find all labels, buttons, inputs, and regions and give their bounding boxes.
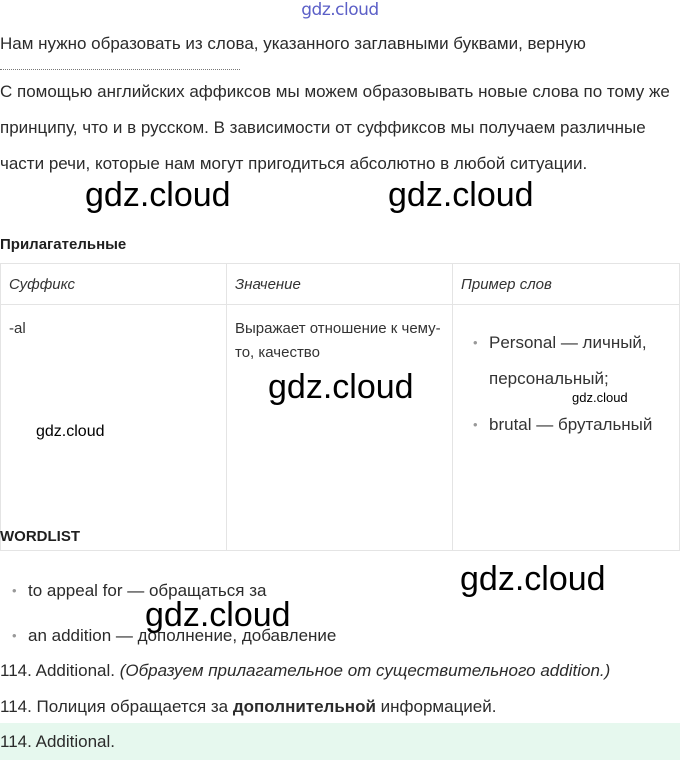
list-item: • to appeal for — обращаться за xyxy=(0,568,680,613)
watermark-top: gdz.cloud xyxy=(301,0,379,20)
watermark-text: gdz.cloud xyxy=(85,176,231,214)
column-header-meaning: Значение xyxy=(227,264,453,305)
cell-meaning: Выражает отношение к чему-то, качество xyxy=(227,305,453,551)
list-item: • an addition — дополнение, добавление xyxy=(0,613,680,658)
intro-paragraph: С помощью английских аффиксов мы можем образовывать новые слова по тому же принципу, что и в русском. В зависимости от суффиксов мы получаем различные части речи, которые нам могут пригодиться абсолютно в любой ситуации. xyxy=(0,82,670,173)
final-answer: 114. Additional. xyxy=(0,723,680,760)
answer-sentence-end: информацией. xyxy=(375,697,497,716)
wordlist-heading: WORDLIST xyxy=(0,528,80,545)
watermark-text: gdz.cloud xyxy=(388,176,534,214)
column-header-examples: Пример слов xyxy=(453,264,680,305)
answer-line-1 xyxy=(0,661,610,681)
answer-highlight: дополнительной xyxy=(232,697,376,716)
watermark-text: gdz.cloud xyxy=(36,423,105,440)
examples-list xyxy=(461,325,671,443)
answer-main: 114. Additional. xyxy=(0,661,115,680)
cell-suffix: -al xyxy=(1,305,227,551)
answer-sentence-start: 114. Полиция обращается за xyxy=(0,697,233,716)
watermark-text: gdz.cloud xyxy=(460,560,606,598)
answer-line-2 xyxy=(0,697,496,717)
cell-examples xyxy=(453,305,680,551)
table-header-row xyxy=(1,264,680,305)
watermark-text: gdz.cloud xyxy=(268,368,414,406)
suffix-table xyxy=(0,263,680,551)
watermark-text: gdz.cloud xyxy=(145,596,291,634)
adjectives-heading: Прилагательные xyxy=(0,236,127,253)
list-item: • brutal — брутальный xyxy=(461,407,671,443)
intro-line: Нам нужно образовать из слова, указанного заглавными буквами, верную xyxy=(0,34,586,53)
watermark-text: gdz.cloud xyxy=(572,390,628,405)
column-header-suffix: Суффикс xyxy=(1,264,227,305)
list-item: • Personal — личный, персональный; xyxy=(461,325,671,397)
cropped-line xyxy=(0,66,250,72)
answer-note: (Образуем прилагательное от существительного addition.) xyxy=(119,661,611,680)
